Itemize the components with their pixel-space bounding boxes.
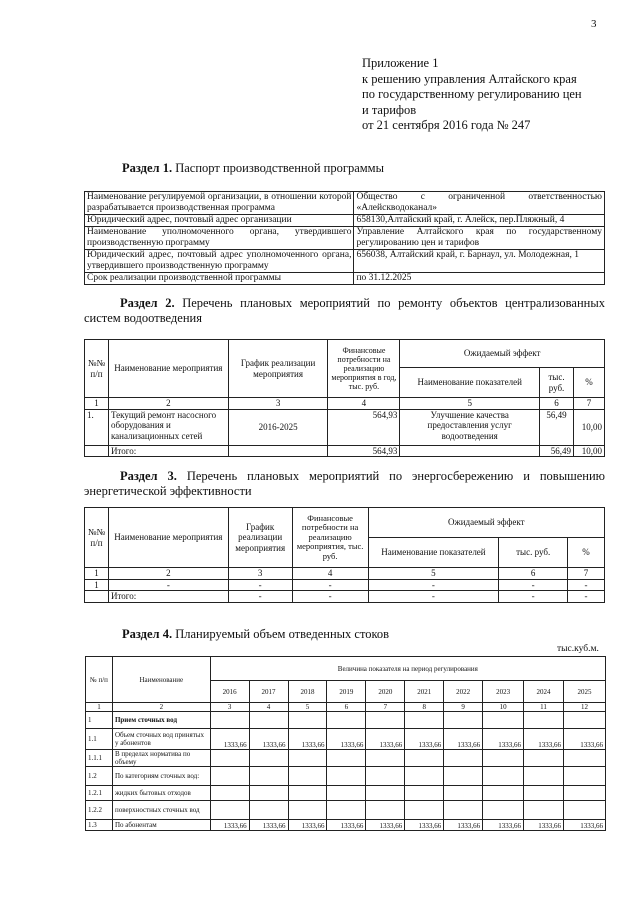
section4-heading (122, 627, 389, 642)
row-value (563, 712, 605, 729)
passport-table (84, 191, 605, 285)
page-number: 3 (591, 18, 597, 30)
col-number: 7 (366, 703, 405, 712)
row-value: 1333,66 (249, 820, 288, 831)
header-num: №№ п/п (85, 340, 109, 398)
passport-label: Юридический адрес, почтовый адрес уполномоченного органа, утвердившего производственную программу (85, 250, 354, 273)
row-value (483, 801, 524, 820)
row-value (249, 767, 288, 786)
row-value: 1333,66 (249, 729, 288, 750)
section-number: Раздел 1. (122, 161, 173, 175)
col-number: 2 (108, 398, 228, 410)
year-header: 2016 (210, 681, 249, 703)
row-value (524, 801, 564, 820)
row-value: 1333,66 (210, 729, 249, 750)
row-num: 1 (85, 579, 109, 591)
col-number: 2 (112, 703, 210, 712)
section3-heading (84, 469, 605, 499)
section-title: Перечень плановых мероприятий по ремонту объектов централизованных систем водоотведения (84, 296, 605, 325)
table-row (85, 215, 605, 227)
header-name: Наименование мероприятия (108, 340, 228, 398)
row-value (210, 767, 249, 786)
row-value (524, 750, 564, 767)
header-schedule: График реализации мероприятия (228, 508, 292, 568)
row-name: По абонентам (112, 820, 210, 831)
row-value (563, 801, 605, 820)
row-value: 1333,66 (524, 820, 564, 831)
header-period: Величина показателя на период регулирования (210, 657, 605, 681)
passport-label: Юридический адрес, почтовый адрес организации (85, 215, 354, 227)
row-value (210, 750, 249, 767)
row-value (483, 712, 524, 729)
row-value (563, 786, 605, 801)
row-pct: - (568, 579, 605, 591)
header-name: Наименование мероприятия (108, 508, 228, 568)
passport-label: Наименование уполномоченного органа, утвердившего производственную программу (85, 227, 354, 250)
row-rub: - (499, 579, 568, 591)
row-value (288, 767, 327, 786)
row-rub: 56,49 (540, 409, 574, 445)
col-number: 4 (249, 703, 288, 712)
appendix-header (362, 56, 582, 134)
row-value (444, 786, 483, 801)
header-pct: % (573, 368, 604, 398)
row-value: 1333,66 (444, 729, 483, 750)
passport-value: по 31.12.2025 (354, 273, 605, 285)
row-value (524, 712, 564, 729)
row-num: 1.1.1 (86, 750, 113, 767)
passport-value: 656038, Алтайский край, г. Барнаул, ул. Молодежная, 1 (354, 250, 605, 273)
col-number: 9 (444, 703, 483, 712)
energy-measures-table (84, 507, 605, 603)
appendix-line: Приложение 1 (362, 56, 439, 70)
header-num: №№ п/п (85, 508, 109, 568)
row-value (249, 750, 288, 767)
table-row (86, 750, 606, 767)
section-title: Перечень плановых мероприятий по энергосбережению и повышению энергетической эффективности (84, 469, 605, 498)
total-finance: - (292, 591, 368, 603)
total-finance: 564,93 (328, 445, 400, 457)
table-header-row (85, 508, 605, 538)
col-number: 12 (563, 703, 605, 712)
row-value: 1333,66 (366, 820, 405, 831)
header-num: № п/п (86, 657, 113, 703)
year-header: 2018 (288, 681, 327, 703)
row-value: 1333,66 (327, 820, 366, 831)
column-number-row (85, 568, 605, 580)
year-header: 2024 (524, 681, 564, 703)
row-schedule: - (228, 579, 292, 591)
col-number: 6 (540, 398, 574, 410)
row-value (327, 786, 366, 801)
row-value (483, 767, 524, 786)
row-name: Прием сточных вод (112, 712, 210, 729)
row-value (327, 767, 366, 786)
row-value (405, 750, 444, 767)
header-indicator: Наименование показателей (368, 538, 499, 568)
row-value (405, 786, 444, 801)
row-value (524, 786, 564, 801)
unit-label: тыс.куб.м. (557, 644, 599, 654)
total-row (85, 591, 605, 603)
col-number: 5 (288, 703, 327, 712)
col-number: 5 (400, 398, 540, 410)
table-row (85, 579, 605, 591)
section-title: Паспорт производственной программы (172, 161, 384, 175)
row-name: - (108, 579, 228, 591)
header-rub: тыс. руб. (499, 538, 568, 568)
row-indicator: - (368, 579, 499, 591)
section-title: Планируемый объем отведенных стоков (172, 627, 390, 641)
row-value (210, 786, 249, 801)
total-label: Итого: (108, 445, 228, 457)
row-value (405, 801, 444, 820)
table-row (86, 801, 606, 820)
header-indicator: Наименование показателей (400, 368, 540, 398)
section1-heading (122, 161, 384, 176)
col-number: 2 (108, 568, 228, 580)
total-row (85, 445, 605, 457)
row-value (327, 712, 366, 729)
row-value: 1333,66 (405, 729, 444, 750)
row-value (405, 767, 444, 786)
header-pct: % (568, 538, 605, 568)
row-finance: - (292, 579, 368, 591)
row-num: 1 (86, 712, 113, 729)
row-value (444, 801, 483, 820)
total-indicator: - (368, 591, 499, 603)
row-value (366, 750, 405, 767)
col-number: 1 (86, 703, 113, 712)
row-value (327, 801, 366, 820)
row-value (288, 786, 327, 801)
row-value: 1333,66 (288, 820, 327, 831)
table-row (85, 409, 605, 445)
col-number: 7 (573, 398, 604, 410)
table-row (85, 192, 605, 215)
passport-value: Управление Алтайского края по государственному регулированию цен и тарифов (354, 227, 605, 250)
row-value (405, 712, 444, 729)
year-header: 2023 (483, 681, 524, 703)
row-value (366, 786, 405, 801)
row-value: 1333,66 (327, 729, 366, 750)
passport-value: Общество с ограниченной ответственностью «Алейскводоканал» (354, 192, 605, 215)
appendix-line: и тарифов (362, 102, 417, 117)
row-value (444, 712, 483, 729)
row-value: 1333,66 (483, 820, 524, 831)
row-value (366, 767, 405, 786)
total-label: Итого: (108, 591, 228, 603)
year-header: 2022 (444, 681, 483, 703)
table-row (85, 273, 605, 285)
row-name: Объем сточных вод принятых у абонентов (112, 729, 210, 750)
row-value: 1333,66 (524, 729, 564, 750)
total-pct: 10,00 (573, 445, 604, 457)
col-number: 3 (228, 568, 292, 580)
row-num: 1.1 (86, 729, 113, 750)
row-value: 1333,66 (444, 820, 483, 831)
total-rub: 56,49 (540, 445, 574, 457)
col-number: 4 (292, 568, 368, 580)
appendix-line: от 21 сентября 2016 года № 247 (362, 118, 531, 132)
appendix-line: по государственному регулированию цен (362, 87, 582, 101)
section-number: Раздел 3. (120, 469, 177, 483)
section-number: Раздел 4. (122, 627, 173, 641)
header-effect: Ожидаемый эффект (368, 508, 604, 538)
header-rub: тыс. руб. (540, 368, 574, 398)
table-row (86, 767, 606, 786)
row-value (444, 767, 483, 786)
row-value (288, 712, 327, 729)
header-schedule: График реализации мероприятия (228, 340, 328, 398)
col-number: 4 (328, 398, 400, 410)
row-value (288, 750, 327, 767)
table-row (85, 250, 605, 273)
row-value (249, 786, 288, 801)
column-number-row (86, 703, 606, 712)
row-name: жидких бытовых отходов (112, 786, 210, 801)
col-number: 3 (210, 703, 249, 712)
passport-value: 658130,Алтайский край, г. Алейск, пер.Пляжный, 4 (354, 215, 605, 227)
row-finance: 564,93 (328, 409, 400, 445)
total-rub: - (499, 591, 568, 603)
row-value (366, 801, 405, 820)
row-value (483, 786, 524, 801)
row-value: 1333,66 (366, 729, 405, 750)
row-num: 1.2.2 (86, 801, 113, 820)
row-value: 1333,66 (563, 729, 605, 750)
table-header-row (85, 340, 605, 368)
row-num: 1. (85, 409, 109, 445)
row-value (210, 712, 249, 729)
row-value (327, 750, 366, 767)
row-num: 1.3 (86, 820, 113, 831)
header-name: Наименование (112, 657, 210, 703)
row-value (210, 801, 249, 820)
year-header: 2020 (366, 681, 405, 703)
header-effect: Ожидаемый эффект (400, 340, 605, 368)
col-number: 6 (327, 703, 366, 712)
wastewater-volume-table (85, 656, 606, 831)
header-finance: Финансовые потребности на реализацию мероприятия, тыс. руб. (292, 508, 368, 568)
passport-label: Срок реализации производственной программы (85, 273, 354, 285)
year-header: 2017 (249, 681, 288, 703)
year-header: 2021 (405, 681, 444, 703)
row-name: поверхностных сточных вод (112, 801, 210, 820)
row-num: 1.2.1 (86, 786, 113, 801)
col-number: 10 (483, 703, 524, 712)
row-value (444, 750, 483, 767)
col-number: 6 (499, 568, 568, 580)
appendix-line: к решению управления Алтайского края (362, 71, 577, 86)
row-value (483, 750, 524, 767)
row-name: В пределах норматива по объему (112, 750, 210, 767)
row-num: 1.2 (86, 767, 113, 786)
year-header: 2019 (327, 681, 366, 703)
header-finance: Финансовые потребности на реализацию мероприятия в год, тыс. руб. (328, 340, 400, 398)
total-pct: - (568, 591, 605, 603)
row-value: 1333,66 (405, 820, 444, 831)
col-number: 1 (85, 398, 109, 410)
repair-measures-table (84, 339, 605, 457)
row-value (524, 767, 564, 786)
col-number: 3 (228, 398, 328, 410)
table-row (85, 227, 605, 250)
row-value (288, 801, 327, 820)
section2-heading (84, 296, 605, 326)
row-name: Текущий ремонт насосного оборудования и канализационных сетей (108, 409, 228, 445)
row-value (563, 750, 605, 767)
table-header-row (86, 657, 606, 681)
row-schedule: 2016-2025 (228, 409, 328, 445)
row-value (366, 712, 405, 729)
row-value (249, 801, 288, 820)
col-number: 1 (85, 568, 109, 580)
row-value: 1333,66 (288, 729, 327, 750)
row-name: По категориям сточных вод: (112, 767, 210, 786)
table-row (86, 712, 606, 729)
col-number: 11 (524, 703, 564, 712)
col-number: 5 (368, 568, 499, 580)
col-number: 8 (405, 703, 444, 712)
table-row (86, 729, 606, 750)
row-value: 1333,66 (210, 820, 249, 831)
column-number-row (85, 398, 605, 410)
row-value: 1333,66 (483, 729, 524, 750)
passport-label: Наименование регулируемой организации, в отношении которой разрабатывается производственная программа (85, 192, 354, 215)
row-pct: 10,00 (573, 409, 604, 445)
section-number: Раздел 2. (120, 296, 175, 310)
year-header: 2025 (563, 681, 605, 703)
row-value (563, 767, 605, 786)
table-row (86, 820, 606, 831)
row-indicator: Улучшение качества предоставления услуг водоотведения (400, 409, 540, 445)
table-row (86, 786, 606, 801)
col-number: 7 (568, 568, 605, 580)
row-value (249, 712, 288, 729)
total-schedule: - (228, 591, 292, 603)
row-value: 1333,66 (563, 820, 605, 831)
